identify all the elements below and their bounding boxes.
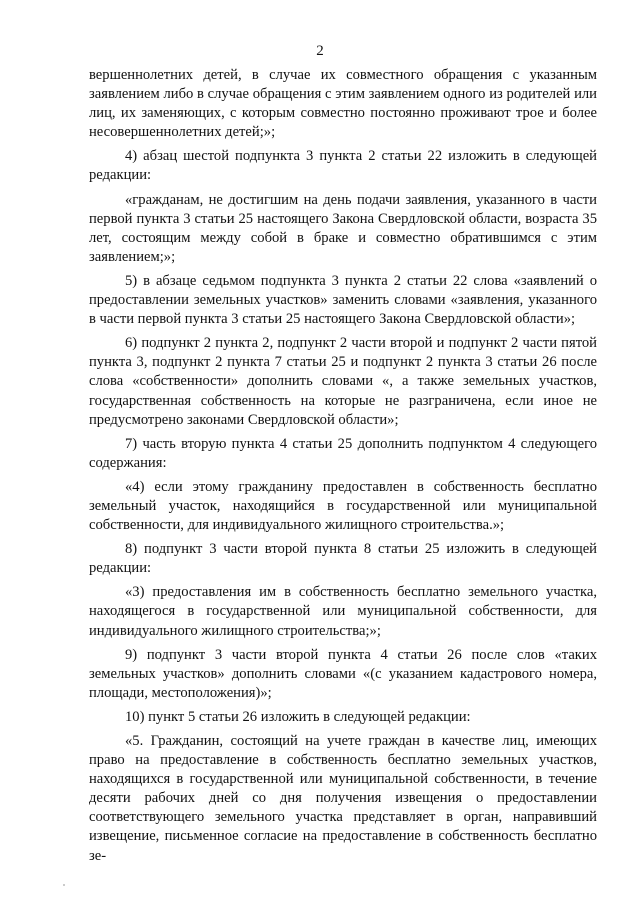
page-number: 2 bbox=[316, 43, 324, 59]
paragraph-item-8: 8) подпункт 3 части второй пункта 8 статьи 25 изложить в следующей редакции: bbox=[89, 541, 597, 577]
paragraph-item-4-quote: «гражданам, не достигшим на день подачи заявления, указанного в части первой пункта 3 статьи 25 настоящего Закона Свердловской области, возраста 35 лет, состоящим между собой в браке и совместно обратившимся с этим заявлением;»; bbox=[89, 191, 597, 265]
paragraph-item-9: 9) подпункт 3 части второй пункта 4 статьи 26 после слов «таких земельных участков» дополнить словами «(с указанием кадастрового номера, площади, местоположения)»; bbox=[89, 646, 597, 701]
paragraph-continuation: вершеннолетних детей, в случае их совместного обращения с указанным заявлением либо в случае обращения с этим заявлением одного из родителей или лиц, их заменяющих, с которым совместно постоянно проживают трое и более несовершеннолетних детей;»; bbox=[89, 67, 597, 141]
paragraph-item-7-quote: «4) если этому гражданину предоставлен в собственность бесплатно земельный участок, находящийся в государственной или муниципальной собственности, для индивидуального жилищного строительства.»; bbox=[89, 478, 597, 534]
paragraph-item-8-quote: «3) предоставления им в собственность бесплатно земельного участка, находящегося в государственной или муниципальной собственности, для индивидуального жилищного строительства;»; bbox=[89, 584, 597, 639]
paragraph-item-10-quote: «5. Гражданин, состоящий на учете граждан в качестве лиц, имеющих право на предоставление в собственность бесплатно земельных участков, находящихся в государственной или муниципальной собственности, в течение десяти рабочих дней со дня получения извещения о предоставлении соответствующего земельного участка представляет в орган, направивший извещение, письменное согласие на предоставление в собственность бесплатно зе- bbox=[89, 733, 597, 864]
paragraph-item-6: 6) подпункт 2 пункта 2, подпункт 2 части второй и подпункт 2 части пятой пункта 3, подпункт 2 пункта 7 статьи 25 и подпункт 2 пункта 3 статьи 26 после слова «собственности» дополнить словами «, а также земельных участков, государственная собственность на которые не разграничена, если иное не предусмотрено законами Свердловской области»; bbox=[89, 335, 597, 428]
scan-speck bbox=[63, 884, 65, 886]
paragraph-item-4: 4) абзац шестой подпункта 3 пункта 2 статьи 22 изложить в следующей редакции: bbox=[89, 148, 597, 184]
paragraph-item-7: 7) часть вторую пункта 4 статьи 25 дополнить подпунктом 4 следующего содержания: bbox=[89, 435, 597, 471]
paragraph-item-5: 5) в абзаце седьмом подпункта 3 пункта 2 статьи 22 слова «заявлений о предоставлении земельных участков» заменить словами «заявления, указанного в части первой пункта 3 статьи 25 настоящего Закона Свердловской области»; bbox=[89, 272, 597, 328]
document-body bbox=[89, 66, 597, 871]
paragraph-item-10: 10) пункт 5 статьи 26 изложить в следующей редакции: bbox=[125, 708, 471, 725]
